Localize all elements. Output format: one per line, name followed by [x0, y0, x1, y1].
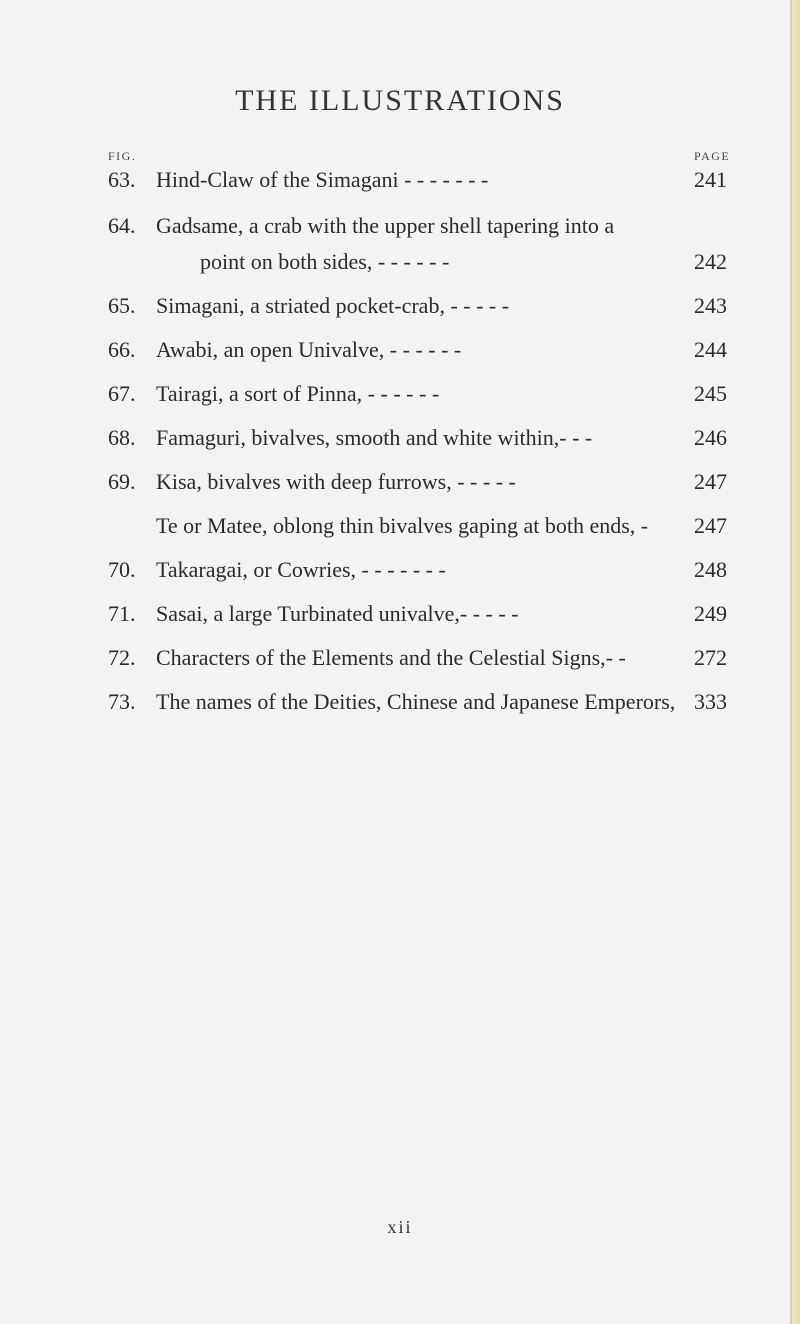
- fig-number: 69.: [108, 469, 136, 494]
- fig-number: 68.: [108, 425, 136, 450]
- page-number: 242: [694, 249, 727, 274]
- entry-text-continued: point on both sides, - - - - - -: [200, 249, 450, 274]
- page-number: 247: [694, 469, 727, 494]
- entry-text: Sasai, a large Turbinated univalve,- - - - -: [156, 601, 519, 626]
- page-edge-line: [790, 0, 792, 1324]
- fig-number: 65.: [108, 293, 136, 318]
- entry-text: Simagani, a striated pocket-crab, - - - - -: [156, 293, 510, 318]
- fig-column-header: FIG.: [108, 149, 137, 163]
- page-column-header: PAGE: [694, 149, 731, 163]
- list-item: [108, 376, 742, 420]
- fig-number: 73.: [108, 689, 136, 714]
- entry-text: Hind-Claw of the Simagani - - - - - - -: [156, 167, 489, 192]
- list-item: [108, 332, 742, 376]
- page-number: 247: [694, 513, 727, 538]
- page-number: 241: [694, 167, 727, 192]
- list-item: [108, 464, 742, 508]
- fig-number: 67.: [108, 381, 136, 406]
- entry-text: Tairagi, a sort of Pinna, - - - - - -: [156, 381, 440, 406]
- illustrations-list: [108, 162, 742, 728]
- fig-number: 63.: [108, 167, 136, 192]
- page-number: 249: [694, 601, 727, 626]
- list-item: [108, 684, 742, 728]
- page-number: 272: [694, 645, 727, 670]
- fig-number: 66.: [108, 337, 136, 362]
- list-item: [108, 162, 742, 208]
- entry-text: Famaguri, bivalves, smooth and white within,- - -: [156, 425, 593, 450]
- entry-text: Gadsame, a crab with the upper shell tapering into a: [156, 213, 615, 238]
- page-number: 243: [694, 293, 727, 318]
- fig-number: 64.: [108, 213, 136, 238]
- page-number: 333: [694, 689, 727, 714]
- fig-number: 70.: [108, 557, 136, 582]
- fig-number: 71.: [108, 601, 136, 626]
- entry-text: Takaragai, or Cowries, - - - - - - -: [156, 557, 446, 582]
- page-number: 245: [694, 381, 727, 406]
- list-item: [108, 508, 742, 552]
- page-number: 248: [694, 557, 727, 582]
- entry-text: Te or Matee, oblong thin bivalves gaping at both ends, -: [156, 513, 649, 538]
- entry-text: Characters of the Elements and the Celestial Signs,- -: [156, 645, 626, 670]
- entry-text: Awabi, an open Univalve, - - - - - -: [156, 337, 462, 362]
- list-item: [108, 596, 742, 640]
- list-item: [108, 552, 742, 596]
- fig-number: 72.: [108, 645, 136, 670]
- list-item: [108, 208, 742, 288]
- entry-text: The names of the Deities, Chinese and Japanese Emperors,: [156, 689, 676, 714]
- page-number: 246: [694, 425, 727, 450]
- entry-text: Kisa, bivalves with deep furrows, - - - - -: [156, 469, 516, 494]
- page-title: THE ILLUSTRATIONS: [235, 84, 565, 117]
- page-footer-number: xii: [387, 1217, 413, 1237]
- page-number: 244: [694, 337, 727, 362]
- list-item: [108, 640, 742, 684]
- list-item: [108, 420, 742, 464]
- list-item: [108, 288, 742, 332]
